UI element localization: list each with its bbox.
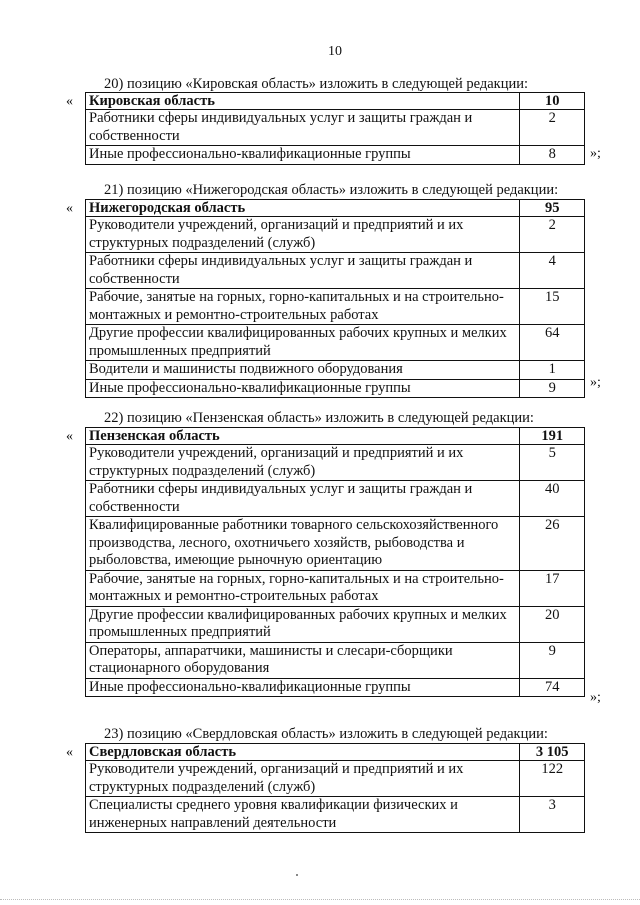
region-table (85, 92, 585, 165)
region-total: 191 (520, 428, 585, 445)
row-label: Операторы, аппаратчики, машинисты и слесари-сборщики стационарного оборудования (86, 642, 520, 678)
opening-quote: « (66, 201, 73, 216)
row-label: Работники сферы индивидуальных услуг и защиты граждан и собственности (86, 110, 520, 146)
table-header-row (86, 93, 585, 110)
table-header-row (86, 744, 585, 761)
row-label: Иные профессионально-квалификационные группы (86, 379, 520, 398)
row-label: Рабочие, занятые на горных, горно-капитальных и на строительно-монтажных и ремонтно-строительных работах (86, 289, 520, 325)
row-label: Иные профессионально-квалификационные группы (86, 146, 520, 165)
region-total: 3 105 (520, 744, 585, 761)
closing-quote: »; (590, 146, 601, 161)
table-row (86, 761, 585, 797)
table-row (86, 325, 585, 361)
region-table (85, 199, 585, 398)
row-value: 9 (520, 379, 585, 398)
table-header-row (86, 200, 585, 217)
table-row (86, 146, 585, 165)
row-value: 122 (520, 761, 585, 797)
region-table (85, 743, 585, 833)
region-total: 10 (520, 93, 585, 110)
row-label: Руководители учреждений, организаций и предприятий и их структурных подразделений (служб) (86, 217, 520, 253)
row-label: Квалифицированные работники товарного сельскохозяйственного производства, лесного, охотничьего хозяйств, рыбоводства и рыболовства, имеющие рыночную ориентацию (86, 517, 520, 571)
row-label: Работники сферы индивидуальных услуг и защиты граждан и собственности (86, 253, 520, 289)
table-row (86, 481, 585, 517)
row-value: 15 (520, 289, 585, 325)
table-header-row (86, 428, 585, 445)
table-row (86, 289, 585, 325)
row-value: 40 (520, 481, 585, 517)
row-value: 20 (520, 606, 585, 642)
row-label: Руководители учреждений, организаций и предприятий и их структурных подразделений (служб) (86, 761, 520, 797)
table-row (86, 217, 585, 253)
table-row (86, 445, 585, 481)
row-label: Специалисты среднего уровня квалификации физических и инженерных направлений деятельности (86, 797, 520, 833)
opening-quote: « (66, 94, 73, 109)
section-intro: 23) позицию «Свердловская область» изложить в следующей редакции: (104, 726, 548, 742)
row-value: 3 (520, 797, 585, 833)
region-total: 95 (520, 200, 585, 217)
row-label: Иные профессионально-квалификационные группы (86, 678, 520, 697)
row-label: Водители и машинисты подвижного оборудования (86, 361, 520, 380)
table-row (86, 253, 585, 289)
row-label: Руководители учреждений, организаций и предприятий и их структурных подразделений (служб) (86, 445, 520, 481)
row-value: 26 (520, 517, 585, 571)
region-name: Пензенская область (86, 428, 520, 445)
row-value: 1 (520, 361, 585, 380)
table-row (86, 606, 585, 642)
row-value: 9 (520, 642, 585, 678)
table-row (86, 361, 585, 380)
row-label: Другие профессии квалифицированных рабочих крупных и мелких промышленных предприятий (86, 325, 520, 361)
table-row (86, 642, 585, 678)
page-number: 10 (328, 44, 342, 59)
section-intro: 21) позицию «Нижегородская область» изложить в следующей редакции: (104, 182, 559, 198)
section-intro: 20) позицию «Кировская область» изложить в следующей редакции: (104, 76, 529, 92)
row-value: 64 (520, 325, 585, 361)
opening-quote: « (66, 429, 73, 444)
table-row (86, 517, 585, 571)
region-name: Кировская область (86, 93, 520, 110)
closing-quote: »; (590, 690, 601, 705)
row-value: 17 (520, 570, 585, 606)
row-value: 8 (520, 146, 585, 165)
region-name: Нижегородская область (86, 200, 520, 217)
row-value: 74 (520, 678, 585, 697)
row-value: 5 (520, 445, 585, 481)
row-label: Другие профессии квалифицированных рабочих крупных и мелких промышленных предприятий (86, 606, 520, 642)
closing-quote: »; (590, 375, 601, 390)
region-name: Свердловская область (86, 744, 520, 761)
table-row (86, 570, 585, 606)
opening-quote: « (66, 745, 73, 760)
page-bottom-edge (0, 899, 640, 901)
table-row (86, 678, 585, 697)
table-row (86, 110, 585, 146)
row-value: 2 (520, 217, 585, 253)
section-intro: 22) позицию «Пензенская область» изложить в следующей редакции: (104, 410, 534, 426)
table-row (86, 379, 585, 398)
scan-speck (296, 874, 298, 876)
table-row (86, 797, 585, 833)
row-value: 2 (520, 110, 585, 146)
row-value: 4 (520, 253, 585, 289)
region-table (85, 427, 585, 697)
row-label: Рабочие, занятые на горных, горно-капитальных и на строительно-монтажных и ремонтно-строительных работах (86, 570, 520, 606)
row-label: Работники сферы индивидуальных услуг и защиты граждан и собственности (86, 481, 520, 517)
